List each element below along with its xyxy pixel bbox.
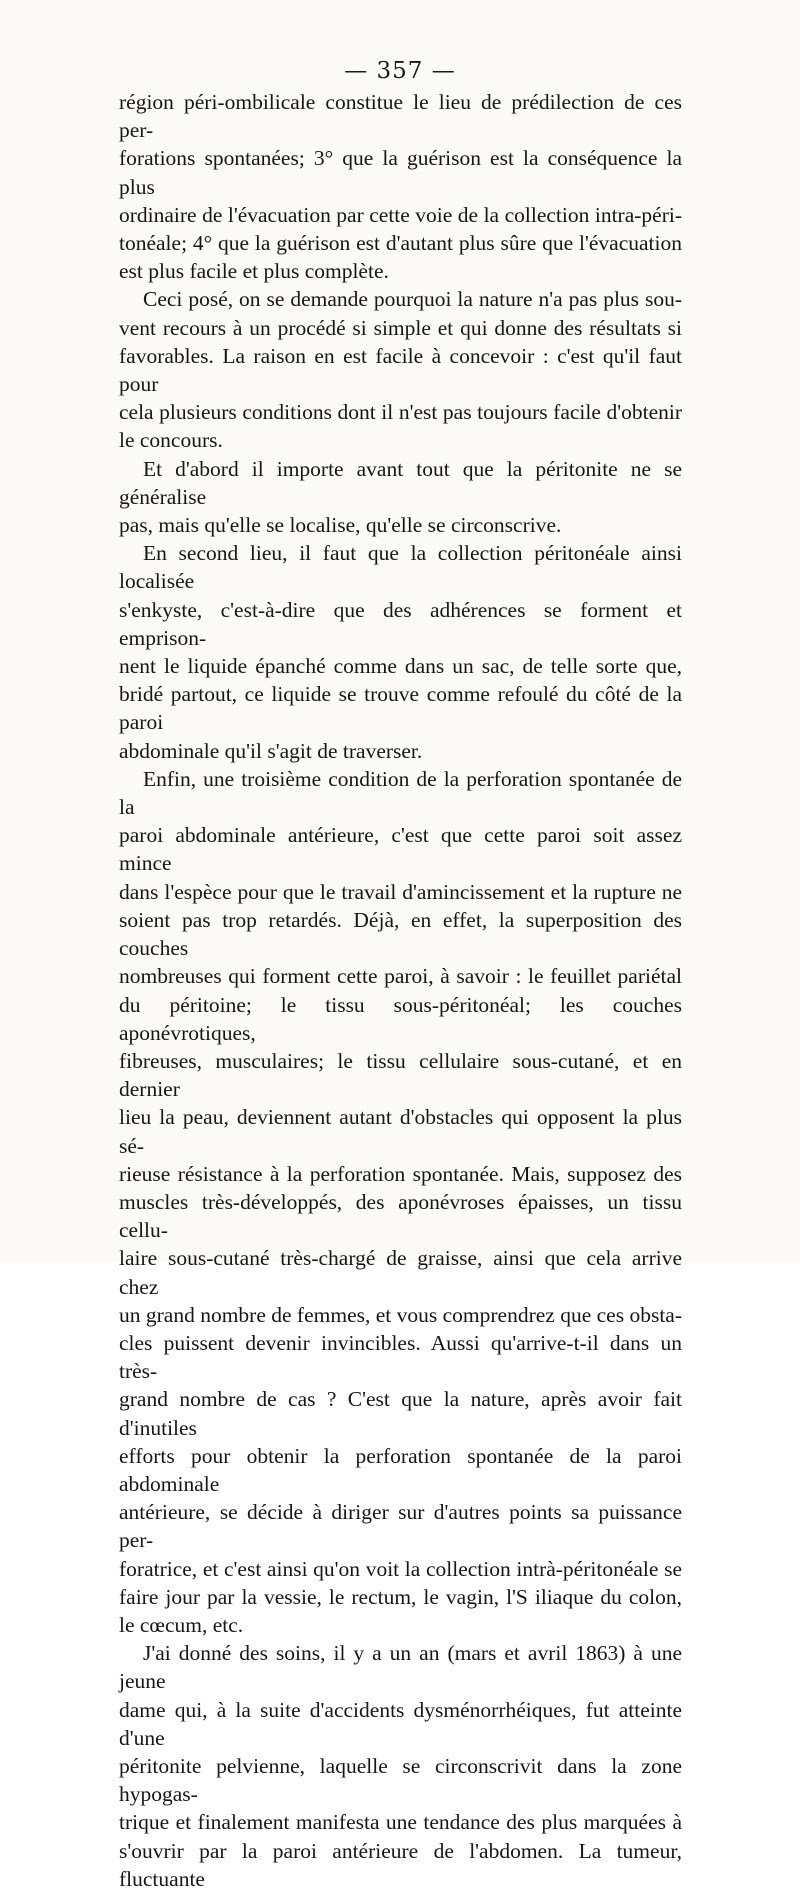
text-line: nombreuses qui forment cette paroi, à savoir : le feuillet pariétal bbox=[119, 964, 682, 989]
text-line: rieuse résistance à la perforation spontanée. Mais, supposez des bbox=[119, 1161, 682, 1186]
text-line: est plus facile et plus complète. bbox=[119, 259, 389, 284]
text-line: abdominale qu'il s'agit de traverser. bbox=[119, 738, 423, 763]
text-line: ordinaire de l'évacuation par cette voie de la collection intra-péri- bbox=[119, 202, 682, 227]
text-line: En second lieu, il faut que la collection péritonéale ainsi localisée bbox=[119, 541, 682, 594]
text-line: grand nombre de cas ? C'est que la nature, après avoir fait d'inutiles bbox=[119, 1387, 682, 1440]
body-text bbox=[119, 88, 682, 1893]
text-line: favorables. La raison en est facile à concevoir : c'est qu'il faut pour bbox=[119, 343, 682, 397]
text-line: s'ouvrir par la paroi antérieure de l'abdomen. La tumeur, fluctuante bbox=[119, 1838, 682, 1891]
text-line: efforts pour obtenir la perforation spontanée de la paroi abdominale bbox=[119, 1443, 682, 1496]
text-line: laire sous-cutané très-chargé de graisse, ainsi que cela arrive chez bbox=[119, 1246, 682, 1299]
text-line: antérieure, se décide à diriger sur d'autres points sa puissance per- bbox=[119, 1500, 682, 1553]
page-number: — 357 — bbox=[344, 58, 456, 84]
text-line: vent recours à un procédé si simple et qui donne des résultats si bbox=[119, 315, 682, 340]
text-line: bridé partout, ce liquide se trouve comme refoulé du côté de la paroi bbox=[119, 682, 682, 735]
text-line: faire jour par la vessie, le rectum, le vagin, l'S iliaque du colon, bbox=[119, 1584, 682, 1609]
text-line: un grand nombre de femmes, et vous comprendrez que ces obsta- bbox=[119, 1302, 682, 1327]
text-line: dame qui, à la suite d'accidents dysménorrhéiques, fut atteinte d'une bbox=[119, 1697, 682, 1750]
text-line: cles puissent devenir invincibles. Aussi qu'arrive-t-il dans un très- bbox=[119, 1330, 682, 1384]
text-line: du péritoine; le tissu sous-péritonéal; les couches aponévrotiques, bbox=[119, 992, 682, 1045]
text-line: Enfin, une troisième condition de la perforation spontanée de la bbox=[119, 766, 682, 820]
text-line: le concours. bbox=[119, 428, 223, 453]
text-line: lieu la peau, deviennent autant d'obstacles qui opposent la plus sé- bbox=[119, 1105, 682, 1158]
text-line: dans l'espèce pour que le travail d'amincissement et la rupture ne bbox=[119, 879, 682, 904]
text-line: Et d'abord il importe avant tout que la péritonite ne se généralise bbox=[119, 456, 682, 509]
text-line: tonéale; 4° que la guérison est d'autant plus sûre que l'évacuation bbox=[119, 231, 682, 256]
text-line: J'ai donné des soins, il y a un an (mars et avril 1863) à une jeune bbox=[119, 1641, 682, 1694]
text-line: pas, mais qu'elle se localise, qu'elle se circonscrive. bbox=[119, 513, 562, 538]
text-line: muscles très-développés, des aponévroses épaisses, un tissu cellu- bbox=[119, 1189, 682, 1243]
text-line: cela plusieurs conditions dont il n'est pas toujours facile d'obtenir bbox=[119, 400, 682, 425]
text-line: s'enkyste, c'est-à-dire que des adhérences se forment et emprison- bbox=[119, 597, 682, 650]
text-line: Ceci posé, on se demande pourquoi la nature n'a pas plus sou- bbox=[143, 287, 682, 312]
text-line: région péri-ombilicale constitue le lieu de prédilection de ces per- bbox=[119, 90, 682, 143]
text-line: fibreuses, musculaires; le tissu cellulaire sous-cutané, et en dernier bbox=[119, 1048, 682, 1102]
text-line: foratrice, et c'est ainsi qu'on voit la collection intrà-péritonéale se bbox=[119, 1556, 682, 1581]
text-line: péritonite pelvienne, laquelle se circonscrivit dans la zone hypogas- bbox=[119, 1753, 682, 1807]
text-line: soient pas trop retardés. Déjà, en effet, la superposition des couches bbox=[119, 907, 682, 961]
text-line: le cœcum, etc. bbox=[119, 1612, 244, 1637]
text-line: trique et finalement manifesta une tendance des plus marquées à bbox=[119, 1810, 682, 1835]
text-line: nent le liquide épanché comme dans un sac, de telle sorte que, bbox=[119, 654, 682, 679]
text-line: paroi abdominale antérieure, c'est que cette paroi soit assez mince bbox=[119, 823, 682, 876]
text-line: forations spontanées; 3° que la guérison est la conséquence la plus bbox=[119, 146, 682, 199]
